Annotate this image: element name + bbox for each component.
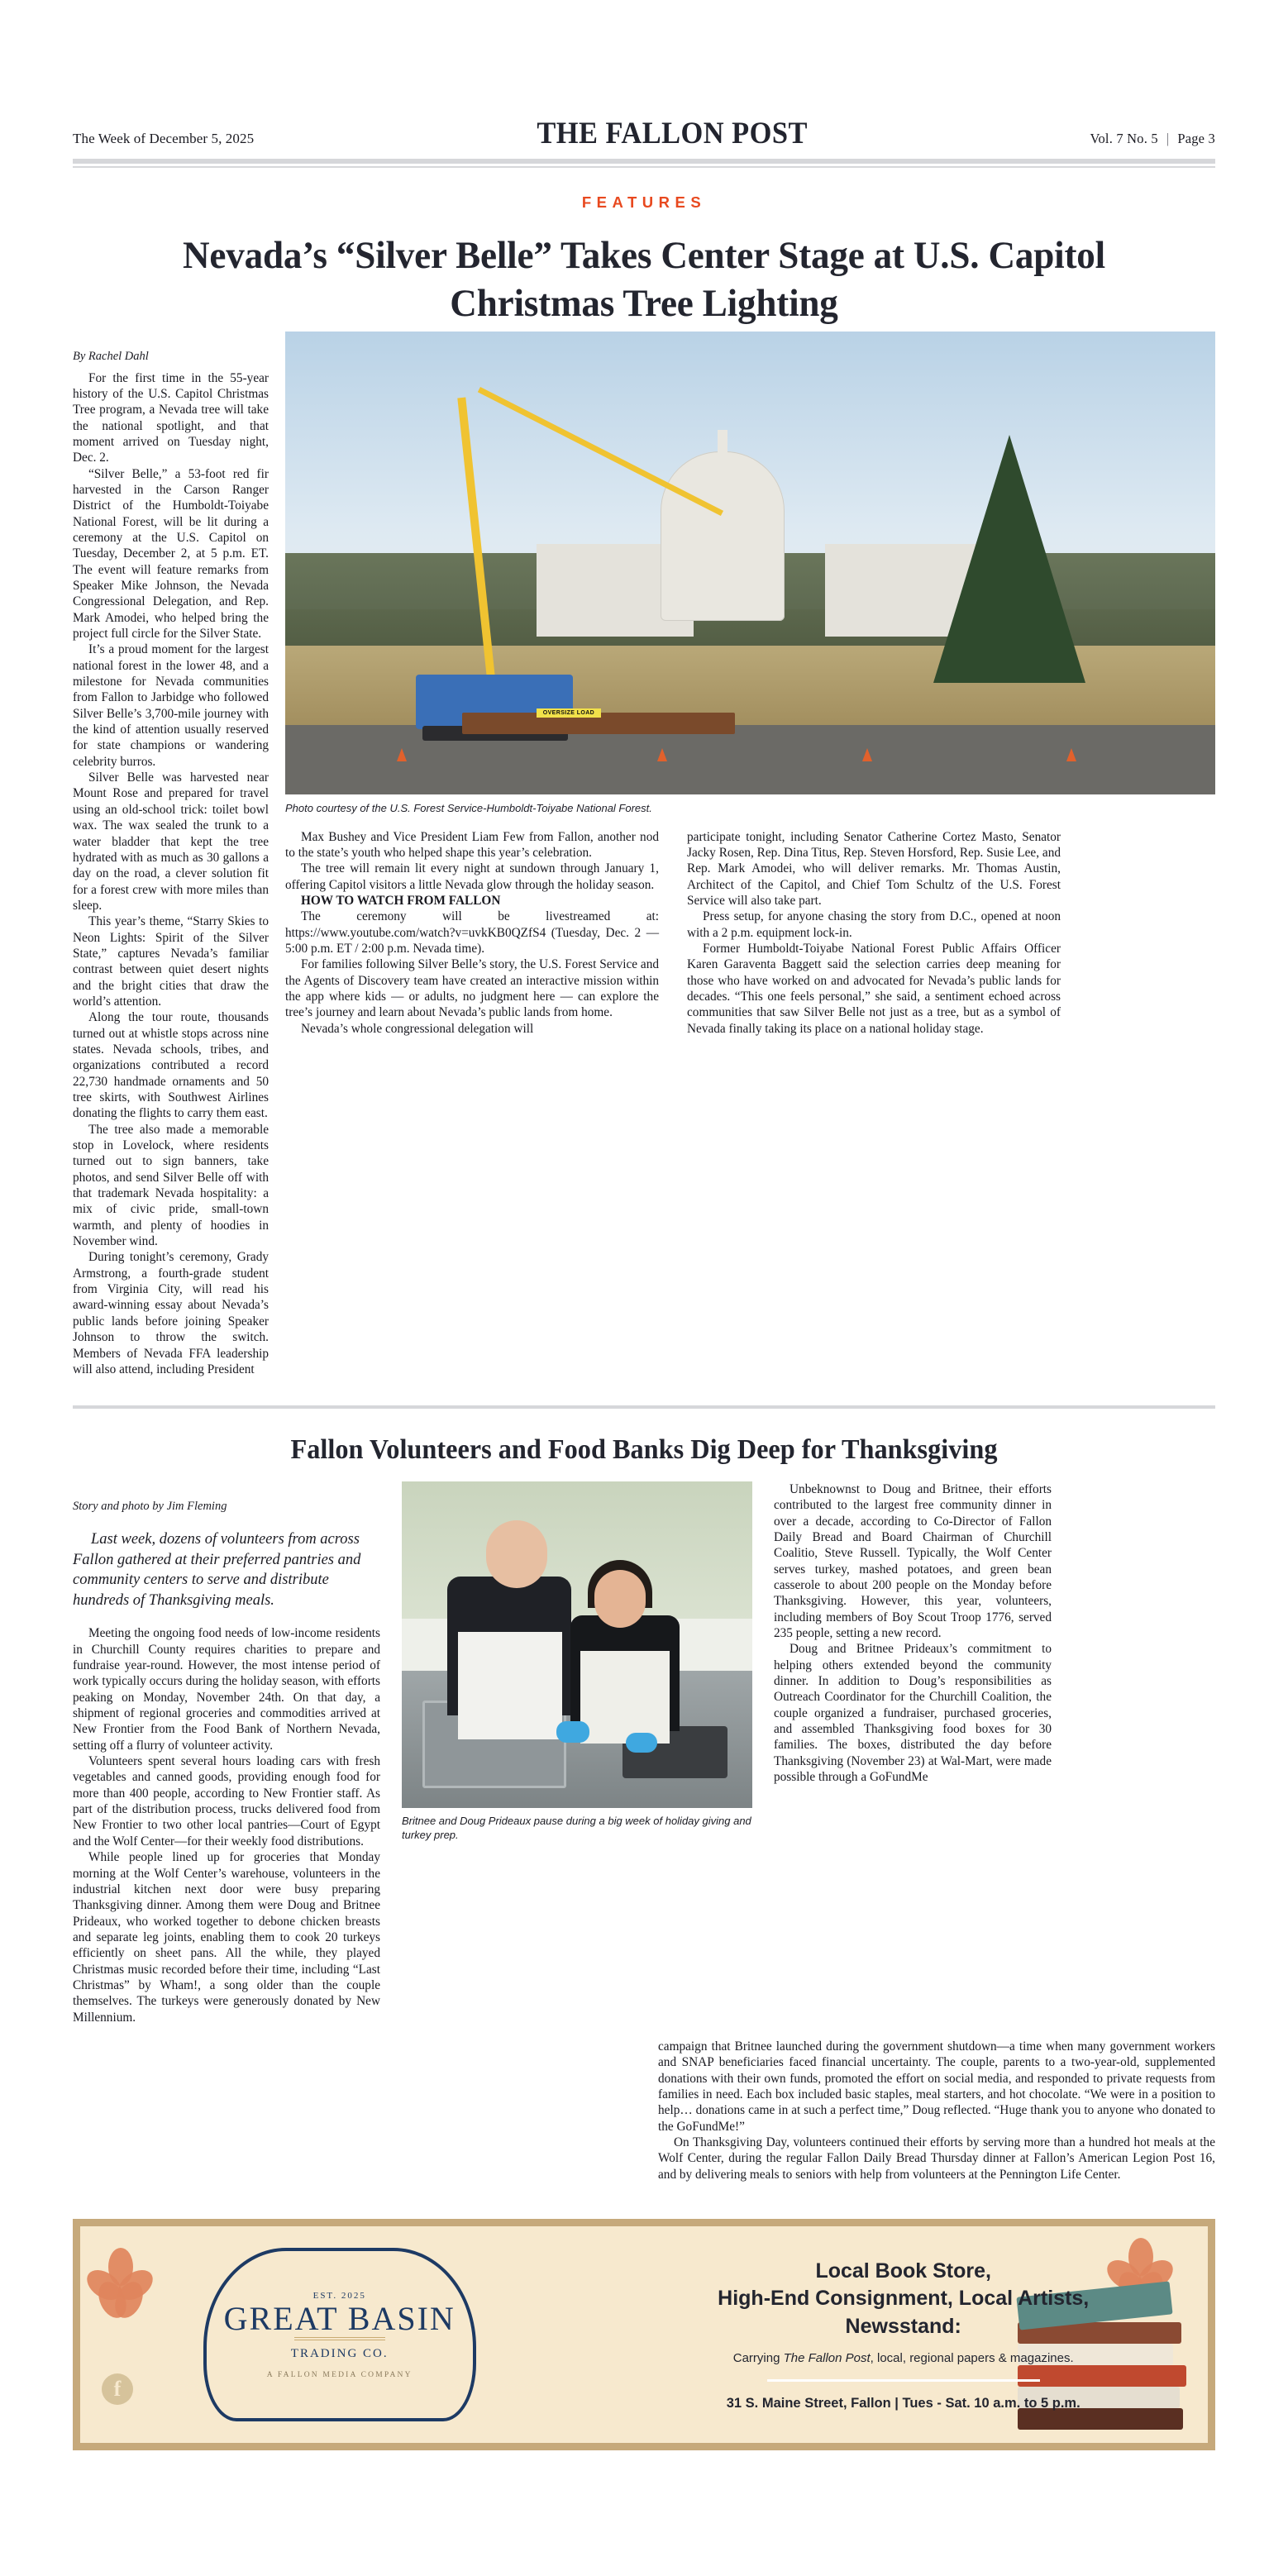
paragraph: participate tonight, including Senator Catherine Cortez Masto, Senator Jacky Rosen, Rep. Dina Titus, Rep. Steven Horsford, Rep. Susie Lee, and Rep. Mark Amodei, who will deliver remarks. Mr. Thomas Austin, Architect of the Capitol, and Chief Tom Schultz of the U.S. Forest Service will also take part.: [687, 829, 1061, 908]
newspaper-title: THE FALLON POST: [537, 117, 808, 150]
ad-subline-post: , local, regional papers & magazines.: [870, 2351, 1074, 2366]
paragraph: Press setup, for anyone chasing the story from D.C., opened at noon with a 2 p.m. equipment lock-in.: [687, 909, 1061, 940]
paragraph: It’s a proud moment for the largest national forest in the lower 48, and a milestone for Nevada communities from Fallon to Jarbidge who followed Silver Belle’s 3,700-mile journey with the kind of attention usually reserved for state champions or wandering celebrity burros.: [73, 642, 269, 769]
article1-column-3: [687, 829, 1061, 1037]
paragraph: For the first time in the 55-year history of the U.S. Capitol Christmas Tree program, a Nevada tree will take the national spotlight, and that moment arrived on Tuesday night, Dec. 2.: [73, 370, 269, 465]
photo-blue-glove: [626, 1733, 657, 1753]
volunteers-kitchen-photo: [402, 1481, 752, 1808]
paragraph: Silver Belle was harvested near Mount Rose and prepared for travel using an old-school trick: toilet bowl wax. The wax sealed the trunk to a water bladder that kept the tree hydrated with as much as 30 gallons a day on the road, a clever solution fit for a forest crew with more miles than sleep.: [73, 770, 269, 913]
paragraph: Nevada’s whole congressional delegation will: [301, 1021, 534, 1036]
photo-person-doug-head: [486, 1520, 547, 1588]
article1-col3-body: [687, 829, 1061, 1037]
paragraph: On Thanksgiving Day, volunteers continued their efforts by serving more than a hundred hot meals at the Wolf Center, during the regular Fallon Daily Bread Thursday dinner at Fallon’s American Legion Post 16, and by delivering meals to seniors with help from volunteers at the Pennington Life Center.: [658, 2135, 1215, 2182]
ad-address-hours: 31 S. Maine Street, Fallon | Tues - Sat. 10 a.m. to 5 p.m.: [726, 2396, 1080, 2411]
advertisement-great-basin[interactable]: [73, 2219, 1215, 2450]
masthead: [73, 0, 1215, 151]
issue-info: [1090, 131, 1215, 147]
section-kicker: FEATURES: [581, 193, 707, 211]
article2-byline: Story and photo by Jim Fleming: [73, 1499, 227, 1513]
photo-traffic-cone: [1066, 748, 1076, 761]
photo-traffic-cone: [657, 748, 667, 761]
paragraph: The tree will remain lit every night at sundown through January 1, offering Capitol visitors a little Nevada glow through the holiday season.: [285, 861, 659, 892]
article2-lede: Last week, dozens of volunteers from across Fallon gathered at their preferred pantries and community centers to serve and distribute hundreds of Thanksgiving meals.: [73, 1530, 361, 1609]
facebook-icon[interactable]: f: [102, 2373, 133, 2405]
ad-subline-paper-name: The Fallon Post: [783, 2351, 871, 2366]
volume-number: Vol. 7 No. 5: [1090, 131, 1158, 146]
paragraph: Former Humboldt-Toiyabe National Forest Public Affairs Officer Karen Garaventa Baggett said the selection carries deep meaning for those who have worked on and advocated for Nevada’s public lands for decades. “This one feels personal,” she said, a sentiment echoed across communities that saw Silver Belle not just as a tree, but as a symbol of Nevada finally taking its place on a national holiday stage.: [687, 941, 1061, 1036]
oversize-load-banner: OVERSIZE LOAD: [537, 708, 601, 718]
article1-subhead-how-to-watch: HOW TO WATCH FROM FALLON: [301, 893, 501, 908]
article2-photo-caption: Britnee and Doug Prideaux pause during a big week of holiday giving and turkey prep.: [402, 1814, 751, 1841]
masthead-rule-thick: [73, 159, 1215, 164]
paragraph: “Silver Belle,” a 53-foot red fir harvested in the Carson Ranger District of the Humboldt-Toiyabe National Forest, will be lit during a ceremony at the U.S. Capitol on Tuesday, December 2, at 5 p.m. ET. The event will feature remarks from Speaker Mike Johnson, the Nevada Congressional Delegation, and Rep. Mark Amodei, who helped bring the project full circle for the Silver State.: [73, 466, 269, 642]
ad-logo-name: GREAT BASIN: [223, 2299, 456, 2337]
capitol-christmas-tree-photo: [285, 332, 1215, 794]
article1-col2-body: [285, 829, 659, 1037]
paragraph: During tonight’s ceremony, Grady Armstrong, a fourth-grade student from Virginia City, will read his award-winning essay about Nevada’s public lands before joining Speaker Johnson to throw the switch. Members of Nevada FFA leadership will also attend, including President: [73, 1250, 269, 1376]
article2-photo-block: [402, 1481, 752, 2025]
great-basin-logo: [203, 2248, 476, 2421]
ad-logo-tagline: A FALLON MEDIA COMPANY: [266, 2370, 413, 2379]
paragraph: Meeting the ongoing food needs of low-income residents in Churchill County requires charities to prepare and fundraise year-round. However, the most intense period of work typically occurs during the holiday season, with efforts peaking on Monday, November 24th. On that day, a shipment of regional groceries and commodities arrived at New Frontier from the Food Bank of Northern Nevada, setting off a flurry of volunteer activity.: [73, 1626, 380, 1753]
article2-lower-left: [73, 2039, 630, 2182]
ad-headline-line2: High-End Consignment, Local Artists,: [718, 2287, 1090, 2311]
photo-christmas-tree: [933, 435, 1085, 683]
photo-traffic-cone: [862, 748, 872, 761]
article2-column-3: [774, 1481, 1052, 2025]
paragraph: While people lined up for groceries that Monday morning at the Wolf Center’s warehouse, volunteers in the industrial kitchen next door were busy preparing Thanksgiving dinner. Among them were Doug and Britnee Prideaux, who worked together to debone chicken breasts and separate leg joints, enabling them to cook 20 turkeys efficiently on sheet pans. All the while, they played Christmas music recorded before their time, including “Last Christmas” by Wham!, a song older than the couple themselves. The turkeys were generously donated by New Millennium.: [73, 1850, 380, 2025]
ad-logo-area: [80, 2226, 599, 2443]
info-separator: |: [1166, 131, 1170, 146]
article2-col1-body: [73, 1625, 380, 2025]
article2-col3-continued: [658, 2039, 1215, 2182]
paragraph: Unbeknownst to Doug and Britnee, their efforts contributed to the largest free community dinner in over a decade, according to Co-Director of Fallon Daily Bread and Board Chairman of Churchill Coalitio, Steve Russell. Typically, the Wolf Center serves turkey, mashed potatoes, and green bean casserole to about 200 people on the Monday before Thanksgiving. However, this year, volunteers, including members of Boy Scout Troop 1776, served 235 people, setting a new record.: [774, 1481, 1052, 1641]
article2-headline: Fallon Volunteers and Food Banks Dig Deep for Thanksgiving: [290, 1434, 998, 1466]
paragraph: Along the tour route, thousands turned out at whistle stops across nine states. Nevada schools, tribes, and organizations contributed a record 22,730 handmade ornaments and 50 tree skirts, with Southwest Airlines donating the flights to carry them east.: [73, 1010, 269, 1121]
article1-byline: By Rachel Dahl: [73, 349, 149, 363]
paragraph: The ceremony will be livestreamed at: https://www.youtube.com/watch?v=uvkKB0QZfS4 (Tuesday, Dec. 2 — 5:00 p.m. ET / 2:00 p.m. Nevada time).: [285, 909, 659, 956]
paragraph: campaign that Britnee launched during the government shutdown—a time when many government workers and SNAP beneficiaries faced financial uncertainty. The couple, parents to a two-year-old, supplemented donations with their own funds, promoted the effort on social media, and responded to private requests from families in need. Each box included basic staples, meal starters, and hot chocolate. “We were in a position to help… donations came in at such a perfect time,” Doug reflected. “Huge thank you to anyone who donated to the GoFundMe!”: [658, 2039, 1215, 2134]
ad-subline-pre: Carrying: [732, 2351, 784, 2366]
photo-traffic-cone: [397, 748, 407, 761]
article1-column-2: [285, 829, 659, 1037]
paragraph: Doug and Britnee Prideaux’s commitment to helping others extended beyond the community dinner. In addition to Doug’s responsibilities as Outreach Coordinator for the Churchill Coalition, the couple organized a fundraiser, purchased groceries, and assembled Thanksgiving food boxes for 30 families. The boxes, distributed the day before Thanksgiving (November 23) at Wal-Mart, were made possible through a GoFundMe: [774, 1642, 1052, 1785]
article1: [73, 332, 1215, 1378]
photo-capitol-dome: [661, 451, 785, 621]
paragraph: Max Bushey and Vice President Liam Few from Fallon, another nod to the state’s youth who helped shape this year’s celebration.: [285, 829, 659, 860]
article2-col3-body: [774, 1481, 1052, 1786]
photo-blue-glove: [556, 1721, 589, 1743]
ad-subline: [733, 2351, 1074, 2365]
paragraph: For families following Silver Belle’s story, the U.S. Forest Service and the Agents of Discovery team have created an interactive mission within the app where kids — or adults, no judgment here — can explore the tree’s journey and learn about Nevada’s public lands from home.: [285, 957, 659, 1020]
masthead-rule-thin: [73, 166, 1215, 168]
article2-lower-right: [658, 2039, 1215, 2182]
article1-photo-caption: Photo courtesy of the U.S. Forest Service-Humboldt-Toiyabe National Forest.: [285, 801, 652, 814]
article1-col1-body: [73, 370, 269, 1378]
ad-logo-rule: [294, 2337, 385, 2340]
photo-person-britnee-head: [594, 1570, 646, 1628]
ad-headline-line1: Local Book Store,: [815, 2259, 991, 2283]
paragraph: This year’s theme, “Starry Skies to Neon Lights: Spirit of the Silver State,” captures Nevada’s familiar contrast between quiet desert nights and the bright cities that draw the world’s attention.: [73, 914, 269, 1009]
article2-lower-columns: [73, 2039, 1215, 2182]
paragraph: The tree also made a memorable stop in Lovelock, where residents turned out to sign banners, take photos, and send Silver Belle off with that trademark Nevada hospitality: a mix of civic pride, small-town warmth, and plenty of hoodies in November wind.: [73, 1122, 269, 1249]
ad-headline-line3: Newsstand:: [845, 2314, 961, 2338]
article2: [73, 1481, 1215, 2025]
paragraph: Volunteers spent several hours loading cars with fresh vegetables and canned goods, providing enough food for more than 400 people, according to New Frontier staff. As part of the distribution process, trucks delivered food from New Frontier to two other local pantries—Court of Egypt and the Wolf Center—for their weekly food distributions.: [73, 1754, 380, 1849]
photo-person-britnee-apron: [580, 1651, 670, 1744]
ad-divider: [767, 2379, 1040, 2382]
article1-headline: Nevada’s “Silver Belle” Takes Center Stage at U.S. Capitol Christmas Tree Lighting: [182, 234, 1106, 326]
article2-column-1: [73, 1481, 380, 2025]
section-divider: [73, 1405, 1215, 1409]
ad-logo-trading: TRADING CO.: [290, 2346, 389, 2360]
ad-logo-established: EST. 2025: [312, 2290, 366, 2301]
article1-column-1: [73, 332, 269, 1378]
issue-date: The Week of December 5, 2025: [73, 131, 255, 146]
photo-person-doug-apron: [458, 1632, 562, 1739]
page-number: Page 3: [1177, 131, 1215, 146]
article1-photo-block: [285, 332, 1215, 1378]
ad-copy-area: [599, 2226, 1208, 2443]
ad-background: [80, 2226, 1208, 2443]
